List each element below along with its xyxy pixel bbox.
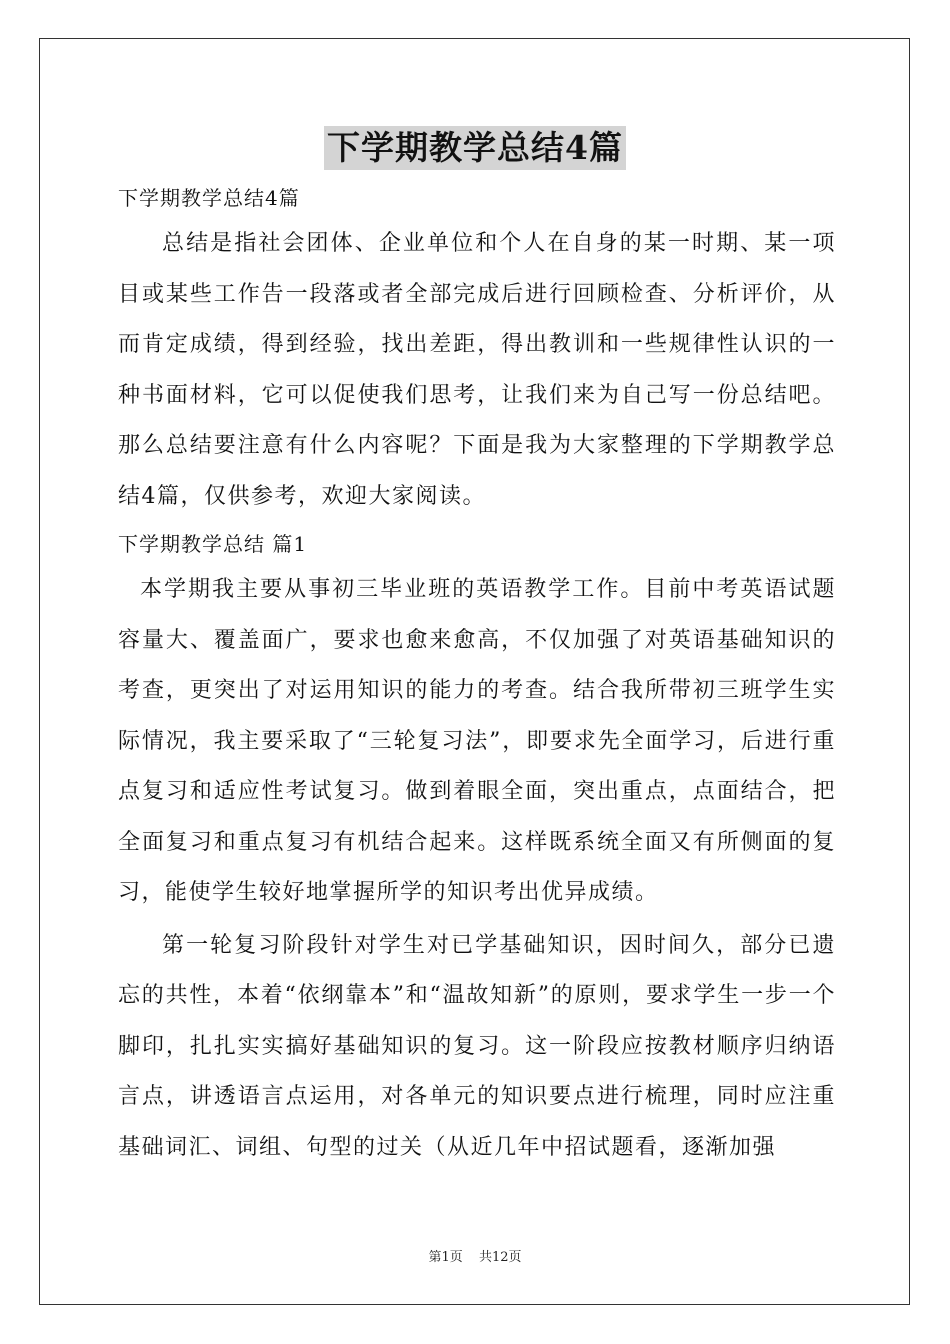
intro-paragraph: 总结是指社会团体、企业单位和个人在自身的某一时期、某一项目或某些工作告一段落或者全部完成后进行回顾检查、分析评价，从而肯定成绩，得到经验，找出差距，得出教训和一些规律性认识的一种书面材料，它可以促使我们思考，让我们来为自己写一份总结吧。那么总结要注意有什么内容呢？下面是我为大家整理的下学期教学总结4篇，仅供参考，欢迎大家阅读。	[118, 231, 836, 509]
body-paragraph: 本学期我主要从事初三毕业班的英语教学工作。目前中考英语试题容量大、覆盖面广，要求也愈来愈高，不仅加强了对英语基础知识的考查，更突出了对运用知识的能力的考查。结合我所带初三班学生实际情况，我主要采取了“三轮复习法”，即要求先全面学习，后进行重点复习和适应性考试复习。做到着眼全面，突出重点，点面结合，把全面复习和重点复习有机结合起来。这样既系统全面又有所侧面的复习，能使学生较好地掌握所学的知识考出优异成绩。	[118, 577, 836, 905]
page-total: 共12页	[478, 1250, 522, 1265]
document-body	[118, 180, 836, 1173]
document-title	[0, 126, 950, 176]
body-paragraph: 第一轮复习阶段针对学生对已学基础知识，因时间久，部分已遗忘的共性，本着“依纲靠本”和“温故知新”的原则，要求学生一步一个脚印，扎扎实实搞好基础知识的复习。这一阶段应按教材顺序归纳语言点，讲透语言点运用，对各单元的知识要点进行梳理，同时应注重基础词汇、词组、句型的过关（从近几年中招试题看，逐渐加强	[118, 932, 836, 1160]
document-title-text: 下学期教学总结4篇	[324, 126, 626, 170]
page-number: 第1页	[428, 1250, 463, 1265]
section-heading: 下学期教学总结 篇1	[118, 532, 308, 556]
page-footer	[0, 1246, 950, 1265]
document-subtitle: 下学期教学总结4篇	[118, 186, 300, 210]
